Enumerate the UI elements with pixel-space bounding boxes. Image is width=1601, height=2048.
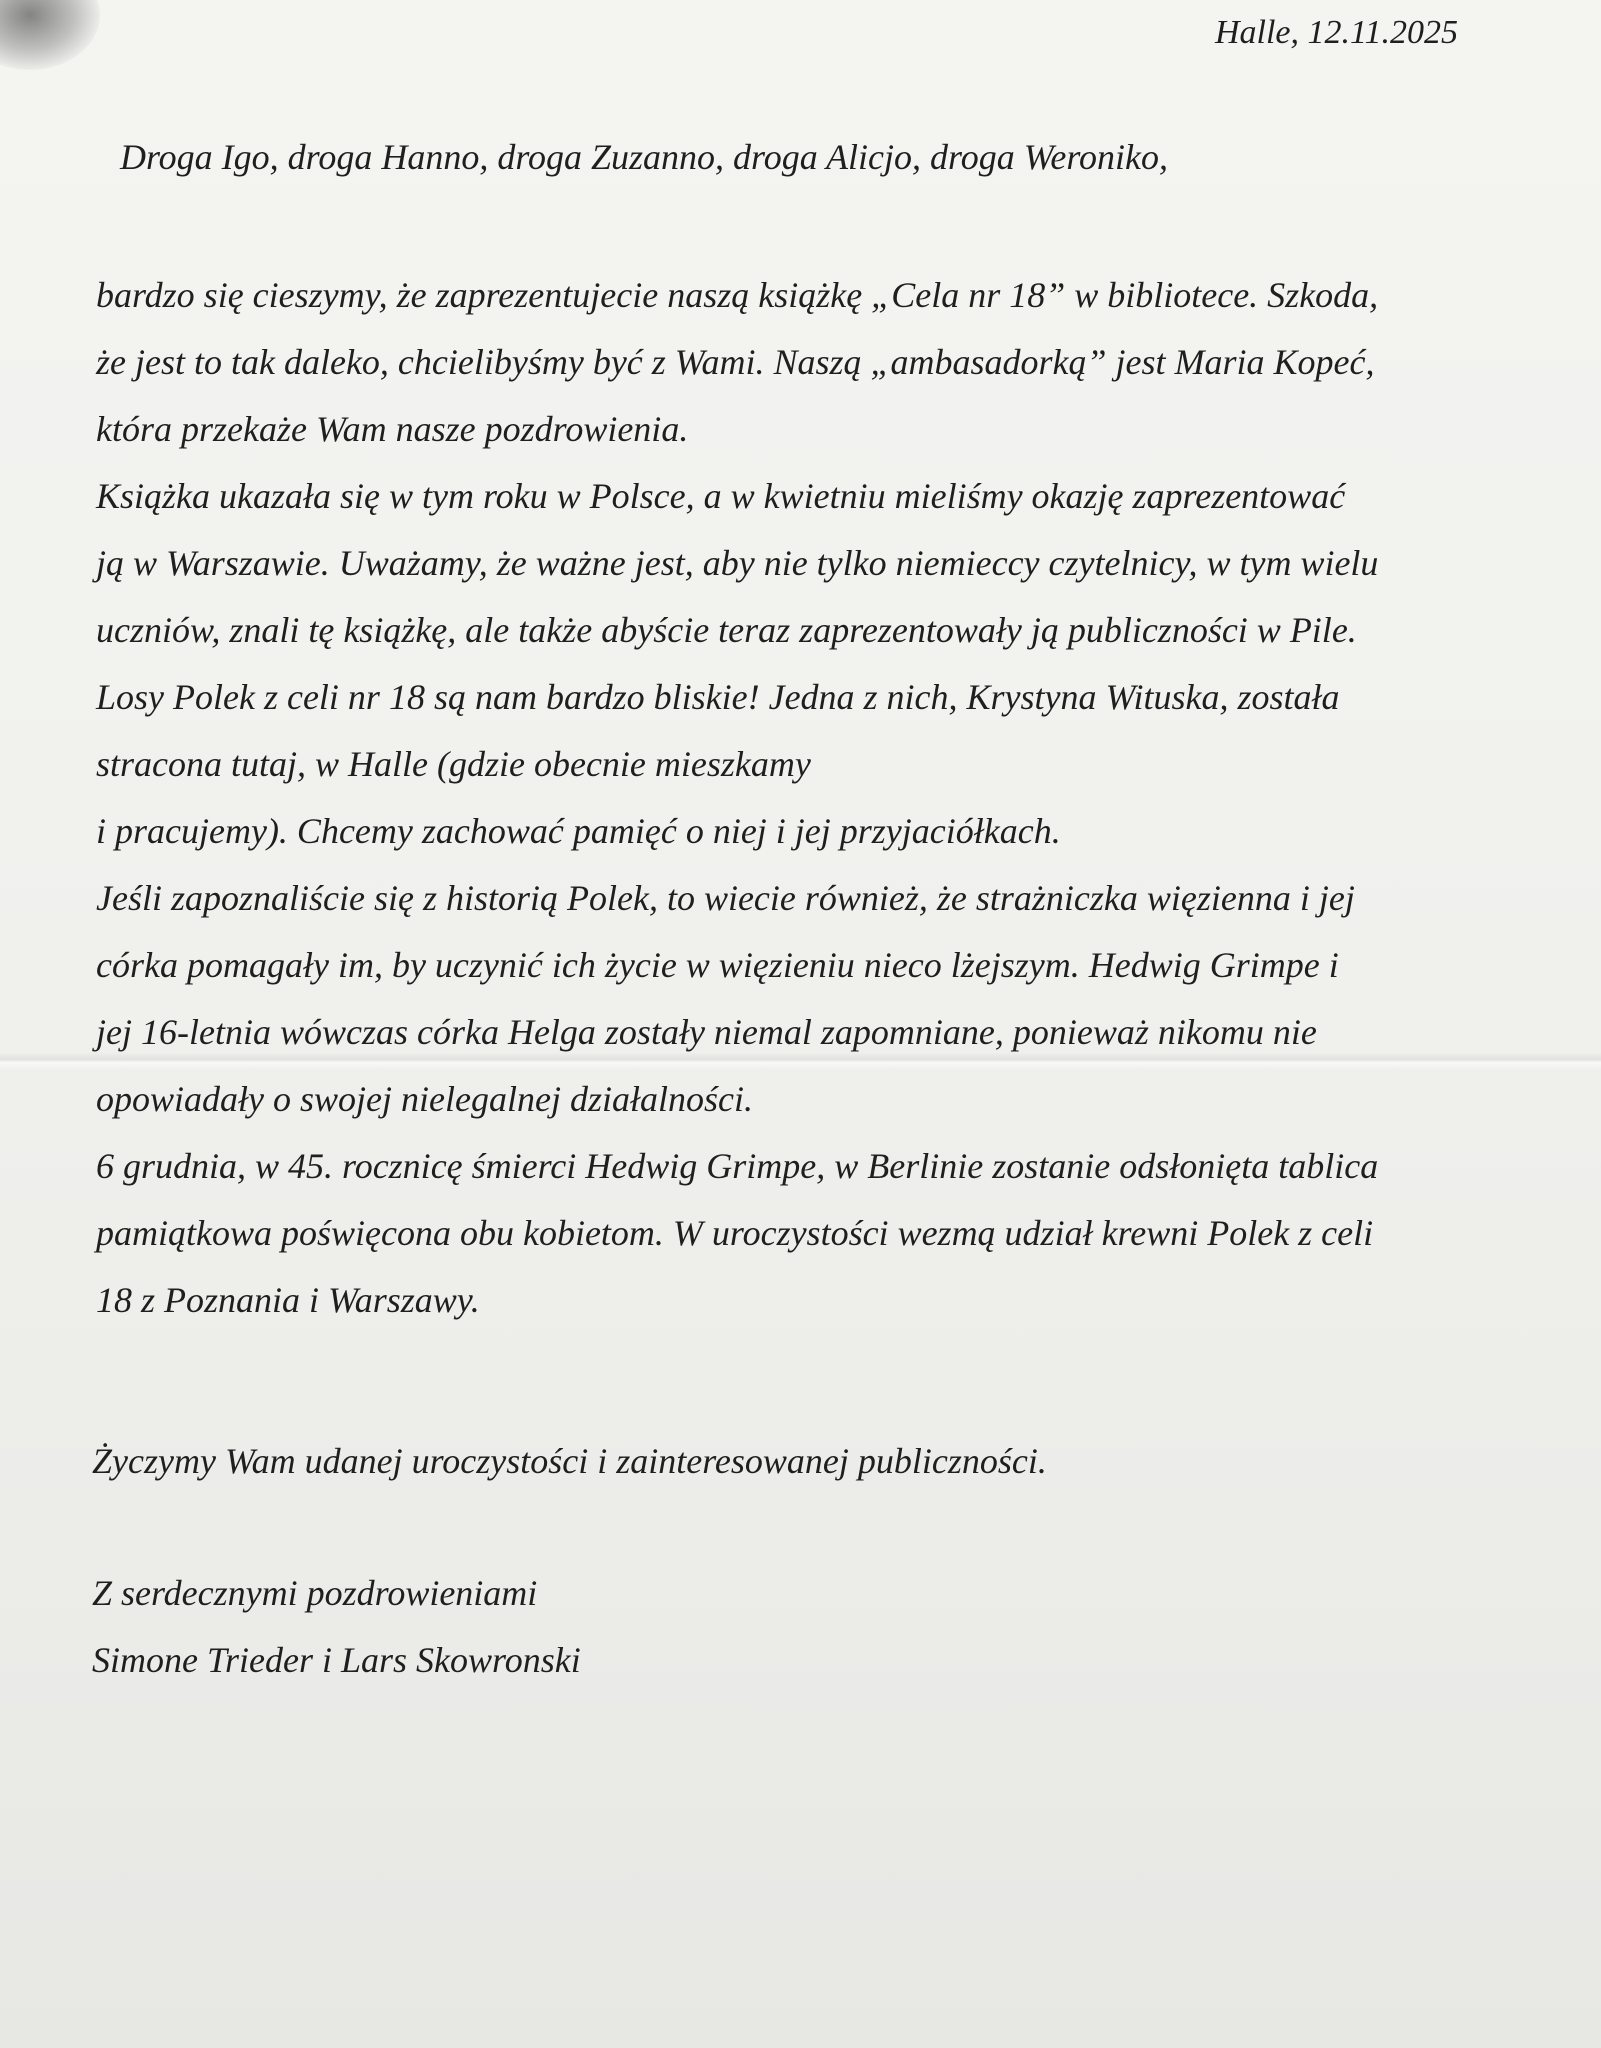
body-line: uczniów, znali tę książkę, ale także abyście teraz zaprezentowały ją publiczności w Pile. [96,610,1357,650]
body-line: córka pomagały im, by uczynić ich życie w więzieniu nieco lżejszym. Hedwig Grimpe i [96,945,1339,985]
body-line: stracona tutaj, w Halle (gdzie obecnie mieszkamy [96,744,811,784]
body-line: pamiątkowa poświęcona obu kobietom. W uroczystości wezmą udział krewni Polek z celi [96,1213,1374,1253]
letter-date: Halle, 12.11.2025 [1214,14,1458,51]
letter-closing: Życzymy Wam udanej uroczystości i zainteresowanej publiczności. [92,1441,1047,1481]
body-line: 6 grudnia, w 45. rocznicę śmierci Hedwig Grimpe, w Berlinie zostanie odsłonięta tablica [96,1146,1379,1186]
body-line: ją w Warszawie. Uważamy, że ważne jest, aby nie tylko niemieccy czytelnicy, w tym wielu [96,543,1379,583]
farewell-line: Z serdecznymi pozdrowieniami [92,1573,538,1613]
body-line: 18 z Poznania i Warszawy. [96,1280,480,1320]
body-line: jej 16-letnia wówczas córka Helga zostały niemal zapomniane, ponieważ nikomu nie [96,1012,1317,1052]
body-line: Książka ukazała się w tym roku w Polsce, a w kwietniu mieliśmy okazję zaprezentować [96,476,1346,516]
body-line: Losy Polek z celi nr 18 są nam bardzo bliskie! Jedna z nich, Krystyna Wituska, została [96,677,1340,717]
letter-body [96,262,1516,1334]
body-line: która przekaże Wam nasze pozdrowienia. [96,409,689,449]
body-line: że jest to tak daleko, chcielibyśmy być z Wami. Naszą „ambasadorką” jest Maria Kopeć, [96,342,1375,382]
body-line: i pracujemy). Chcemy zachować pamięć o niej i jej przyjaciółkach. [96,811,1061,851]
body-line: Jeśli zapoznaliście się z historią Polek, to wiecie również, że strażniczka więzienna i jej [96,878,1355,918]
letter-signoff [92,1560,581,1694]
body-line: bardzo się cieszymy, że zaprezentujecie naszą książkę „Cela nr 18” w bibliotece. Szkoda, [96,275,1379,315]
body-line: opowiadały o swojej nielegalnej działalności. [96,1079,753,1119]
corner-shadow [0,0,100,70]
letter-salutation: Droga Igo, droga Hanno, droga Zuzanno, droga Alicjo, droga Weroniko, [120,137,1169,177]
signature-line: Simone Trieder i Lars Skowronski [92,1640,581,1680]
